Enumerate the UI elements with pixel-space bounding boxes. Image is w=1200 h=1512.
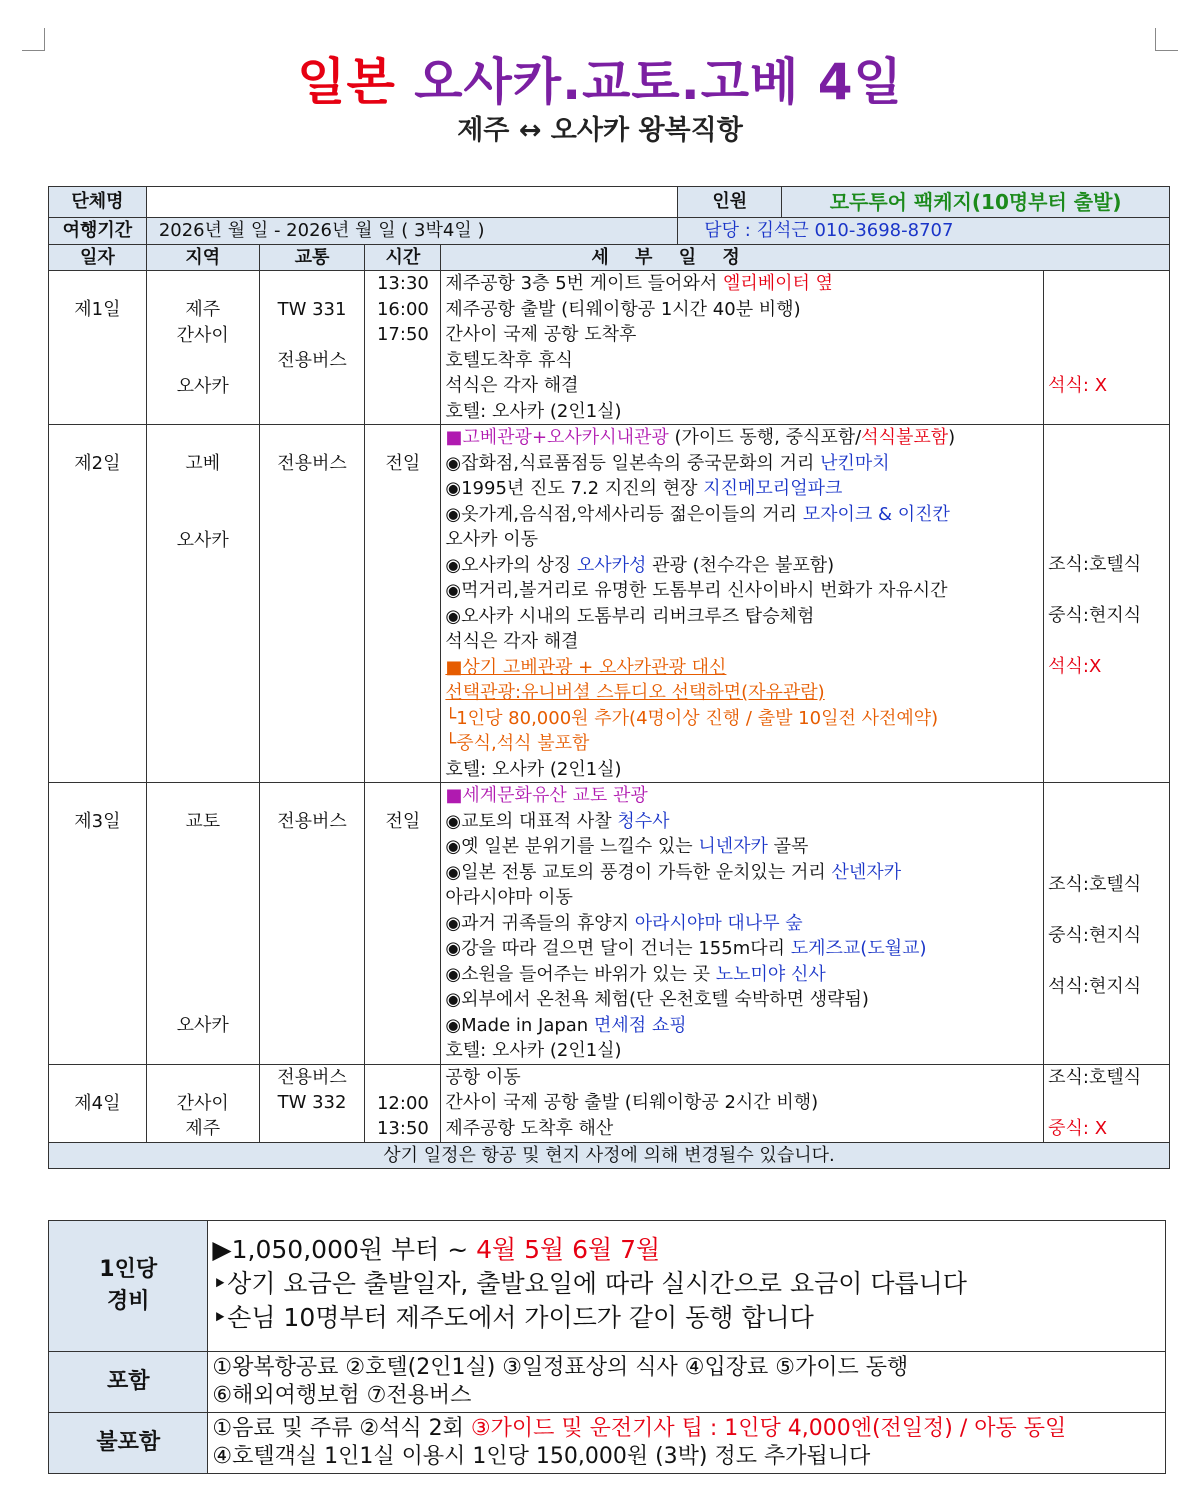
detail-line: ◉옷가게,음식점,악세사리등 젊은이들의 거리 모자이크 & 이진칸: [445, 503, 950, 525]
day-label: 제4일: [49, 1064, 147, 1142]
detail-line: ◉외부에서 온천욕 체험(단 온천호텔 숙박하면 생략됨): [445, 989, 869, 1010]
region: 교토: [185, 811, 221, 832]
include-row: [49, 1352, 1166, 1413]
transport: 전용버스: [277, 811, 347, 832]
price-line: ▶1,050,000원 부터 ~ 4월 5월 6월 7월: [212, 1235, 661, 1264]
day-label: 제3일: [49, 783, 147, 1065]
detail-line: ◉교토의 대표적 사찰 청수사: [445, 810, 670, 832]
price-detail: [208, 1221, 1166, 1352]
day-meals: [1044, 271, 1170, 425]
detail-line: 석식은 각자 해결: [445, 631, 579, 652]
exclude-row: [49, 1413, 1166, 1474]
detail-line: 제주공항 출발 (티웨이항공 1시간 40분 비행): [445, 298, 801, 320]
title-part-1: 일본: [297, 53, 396, 111]
day-transport: [259, 271, 365, 425]
day-row-2: [49, 425, 1170, 783]
include-line: ⑥해외여행보험 ⑦전용버스: [212, 1383, 472, 1408]
detail-line: 제주공항 3층 5번 게이트 들어와서 엘리베이터 옆: [445, 273, 834, 294]
schedule-notice: 상기 일정은 항공 및 현지 사정에 의해 변경될수 있습니다.: [49, 1142, 1170, 1169]
detail-line: └중식,석식 불포함: [445, 733, 590, 754]
region: 오사카: [176, 529, 229, 551]
detail-line: 오사카 이동: [445, 529, 539, 550]
detail-line: 공항 이동: [445, 1066, 521, 1088]
meal: 중식:현지식: [1048, 925, 1142, 946]
detail-line: 호텔도착후 휴식: [445, 349, 573, 371]
meal: 석식:현지식: [1048, 976, 1142, 997]
day-transport: [259, 1064, 365, 1142]
detail-line: ◉Made in Japan 면세점 쇼핑: [445, 1014, 687, 1036]
detail-line: ◉과거 귀족들의 휴양지 아라시야마 대나무 숲: [445, 912, 803, 934]
detail-line: 호텔: 오사카 (2인1실): [445, 400, 622, 422]
detail-line: ◉오사카의 상징 오사카성 관광 (천수각은 불포함): [445, 554, 835, 576]
detail-line: ■고베관광+오사카시내관광 (가이드 동행, 중식포함/석식불포함): [445, 427, 956, 448]
time: 12:00: [376, 1092, 429, 1114]
meal: 중식: X: [1048, 1117, 1108, 1139]
include-label: 포함: [49, 1352, 208, 1413]
detail-line: ◉소원을 들어주는 바위가 있는 곳 노노미야 신사: [445, 963, 826, 985]
time: 16:00: [376, 298, 429, 320]
include-detail: [208, 1352, 1166, 1413]
day-regions: [146, 783, 259, 1065]
detail-line: ■상기 고베관광 + 오사카관광 대신: [445, 656, 727, 678]
region: 간사이: [176, 324, 229, 346]
time: 전일: [385, 811, 421, 832]
region: 제주: [185, 1118, 221, 1139]
region: 오사카: [176, 375, 229, 397]
day-detail: [441, 425, 1044, 783]
meal: 조식:호텔식: [1048, 554, 1142, 575]
day-times: [365, 783, 441, 1065]
detail-line: 선택관광:유니버셜 스튜디오 선택하면(자유관람): [445, 682, 825, 703]
meal: 석식:X: [1048, 656, 1102, 677]
detail-line: ◉먹거리,볼거리로 유명한 도톰부리 신사이바시 번화가 자유시간: [445, 580, 948, 601]
detail-line: 아라시야마 이동: [445, 887, 573, 908]
period-value: 2026년 월 일 - 2026년 월 일 ( 3박4일 ): [146, 218, 677, 245]
package-info: 모두투어 팩케지(10명부터 출발): [782, 187, 1170, 218]
meal: 석식: X: [1048, 375, 1108, 396]
detail-line: 석식은 각자 해결: [445, 375, 579, 396]
col-detail: 세 부 일 정: [441, 244, 1170, 271]
day-regions: [146, 425, 259, 783]
price-table: [48, 1220, 1166, 1474]
contact-info: 담당 : 김석근 010-3698-8707: [678, 218, 1170, 245]
region: 고베: [185, 453, 221, 474]
region: 제주: [185, 299, 221, 320]
day-regions: [146, 271, 259, 425]
time: 13:30: [376, 273, 429, 294]
exclude-line: ①음료 및 주류 ②석식 2회 ③가이드 및 운전기사 팁 : 1인당 4,000엔(전일정) / 아동 동일: [212, 1416, 1067, 1441]
day-times: [365, 1064, 441, 1142]
page-subtitle: 제주 ↔ 오사카 왕복직항: [457, 115, 743, 146]
detail-line: 호텔: 오사카 (2인1실): [445, 1040, 622, 1061]
transport: TW 332: [277, 1092, 347, 1113]
day-times: [365, 425, 441, 783]
exclude-line: ④호텔객실 1인1실 이용시 1인당 150,000원 (3박) 정도 추가됩니다: [212, 1444, 871, 1469]
detail-line: ◉1995년 진도 7.2 지진의 현장 지진메모리얼파크: [445, 478, 843, 499]
meal: 조식:호텔식: [1048, 1066, 1142, 1088]
time: 17:50: [376, 324, 429, 345]
title-part-2: 오사카.교토.고베: [414, 53, 800, 111]
day-meals: [1044, 425, 1170, 783]
group-label: 단체명: [49, 187, 147, 218]
day-label: 제1일: [49, 271, 147, 425]
price-line: ‣손님 10명부터 제주도에서 가이드가 같이 동행 합니다: [212, 1303, 814, 1332]
people-label: 인원: [678, 187, 782, 218]
group-value: [146, 187, 677, 218]
day-detail: [441, 783, 1044, 1065]
transport: 전용버스: [277, 453, 347, 474]
day-row-1: [49, 271, 1170, 425]
day-row-4: [49, 1064, 1170, 1142]
detail-line: ◉오사카 시내의 도톰부리 리버크루즈 탑승체험: [445, 605, 815, 627]
detail-line: 간사이 국제 공항 출발 (티웨이항공 2시간 비행): [445, 1092, 819, 1113]
day-transport: [259, 783, 365, 1065]
price-line: ‣상기 요금은 출발일자, 출발요일에 따라 실시간으로 요금이 다릅니다: [212, 1269, 967, 1298]
detail-line: ◉강을 따라 걸으면 달이 건너는 155m다리 도게즈교(도월교): [445, 938, 927, 959]
region: 오사카: [176, 1014, 229, 1036]
meal: 중식:현지식: [1048, 605, 1142, 626]
detail-line: ◉잡화점,식료품점등 일본속의 중국문화의 거리 난킨마치: [445, 452, 890, 474]
transport: 전용버스: [277, 1066, 347, 1088]
day-meals: [1044, 783, 1170, 1065]
day-detail: [441, 271, 1044, 425]
day-label: 제2일: [49, 425, 147, 783]
region: 간사이: [176, 1092, 229, 1114]
price-row: [49, 1221, 1166, 1352]
day-meals: [1044, 1064, 1170, 1142]
detail-line: ◉옛 일본 분위기를 느낄수 있는 니넨자카 골목: [445, 836, 809, 857]
day-times: [365, 271, 441, 425]
day-transport: [259, 425, 365, 783]
page-title: [0, 42, 1200, 114]
detail-line: 간사이 국제 공항 도착후: [445, 324, 637, 345]
col-transport: 교통: [259, 244, 365, 271]
detail-line: ◉일본 전통 교토의 풍경이 가득한 운치있는 거리 산넨자카: [445, 861, 902, 883]
exclude-label: 불포함: [49, 1413, 208, 1474]
transport: 전용버스: [277, 350, 347, 371]
price-label: 1인당 경비: [49, 1221, 208, 1352]
detail-line: 호텔: 오사카 (2인1실): [445, 758, 622, 780]
day-regions: [146, 1064, 259, 1142]
day-detail: [441, 1064, 1044, 1142]
detail-line: 제주공항 도착후 해산: [445, 1117, 614, 1139]
detail-line: ■세계문화유산 교토 관광: [445, 785, 648, 806]
time: 13:50: [376, 1118, 429, 1139]
day-row-3: [49, 783, 1170, 1065]
transport: TW 331: [277, 299, 347, 320]
col-day: 일자: [49, 244, 147, 271]
time: 전일: [385, 453, 421, 474]
col-time: 시간: [365, 244, 441, 271]
include-line: ①왕복항공료 ②호텔(2인1실) ③일정표상의 식사 ④입장료 ⑤가이드 동행: [212, 1355, 909, 1380]
exclude-detail: [208, 1413, 1166, 1474]
detail-line: └1인당 80,000원 추가(4명이상 진행 / 출발 10일전 사전예약): [445, 707, 939, 729]
itinerary-table: [48, 186, 1170, 1169]
title-part-3: 4일: [817, 53, 903, 111]
col-region: 지역: [146, 244, 259, 271]
meal: 조식:호텔식: [1048, 874, 1142, 895]
period-label: 여행기간: [49, 218, 147, 245]
